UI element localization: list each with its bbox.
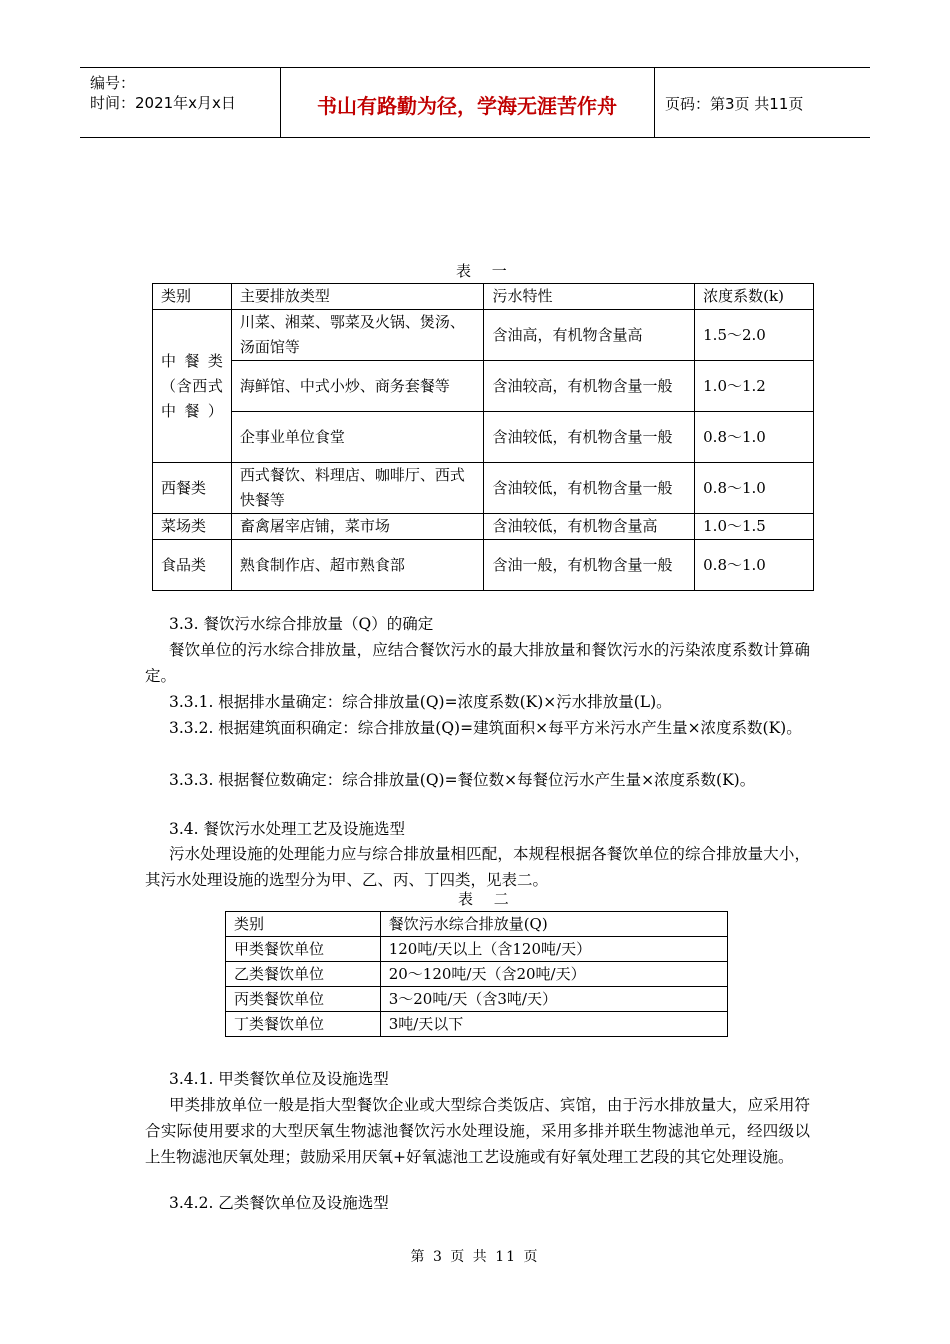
table-header-cell: 餐饮污水综合排放量(Q) bbox=[380, 912, 727, 937]
class-cell: 乙类餐饮单位 bbox=[226, 962, 381, 987]
header-meta-cell bbox=[80, 68, 281, 137]
paragraph: 餐饮单位的污水综合排放量，应结合餐饮污水的最大排放量和餐饮污水的污染浓度系数计算确定。 bbox=[145, 641, 810, 685]
volume-cell: 3～20吨/天（含3吨/天） bbox=[380, 987, 727, 1012]
serial-label: 编号： bbox=[90, 74, 136, 92]
feature-cell: 含油一般，有机物含量一般 bbox=[484, 540, 695, 591]
coefficient-cell: 1.5～2.0 bbox=[695, 310, 814, 361]
paragraph: 3.3.3. 根据餐位数确定：综合排放量(Q)=餐位数×每餐位污水产生量×浓度系数(K)。 bbox=[169, 771, 756, 789]
header-motto-cell bbox=[280, 68, 655, 137]
feature-cell: 含油较低，有机物含量一般 bbox=[484, 463, 695, 514]
class-cell: 甲类餐饮单位 bbox=[226, 937, 381, 962]
type-cell: 川菜、湘菜、鄂菜及火锅、煲汤、汤面馆等 bbox=[231, 310, 484, 361]
table1-caption: 表 一 bbox=[456, 262, 515, 280]
section-heading: 3.3. 餐饮污水综合排放量（Q）的确定 bbox=[169, 615, 434, 633]
category-cell: 食品类 bbox=[153, 540, 232, 591]
coefficient-cell: 1.0～1.2 bbox=[695, 361, 814, 412]
feature-cell: 含油较低，有机物含量高 bbox=[484, 514, 695, 540]
discharge-class-table bbox=[225, 911, 728, 1037]
paragraph: 污水处理设施的处理能力应与综合排放量相匹配，本规程根据各餐饮单位的综合排放量大小，其污水处理设施的选型分为甲、乙、丙、丁四类，见表二。 bbox=[145, 845, 810, 889]
page-header bbox=[80, 67, 870, 138]
table2-caption: 表 二 bbox=[458, 890, 517, 908]
concentration-table bbox=[152, 283, 814, 591]
type-cell: 畜禽屠宰店铺，菜市场 bbox=[231, 514, 484, 540]
feature-cell: 含油较高，有机物含量一般 bbox=[484, 361, 695, 412]
motto-text: 书山有路勤为径，学海无涯苦作舟 bbox=[317, 94, 617, 118]
page-footer: 第 3 页 共 11 页 bbox=[410, 1249, 540, 1265]
table-row bbox=[153, 540, 814, 591]
category-cell: 中餐类（含西式中餐） bbox=[153, 310, 232, 463]
table-row bbox=[226, 987, 728, 1012]
table-header-cell: 污水特性 bbox=[484, 284, 695, 310]
table-header-cell: 类别 bbox=[226, 912, 381, 937]
section-heading: 3.4.1. 甲类餐饮单位及设施选型 bbox=[169, 1070, 389, 1088]
feature-cell: 含油较低，有机物含量一般 bbox=[484, 412, 695, 463]
table-row bbox=[153, 361, 814, 412]
feature-cell: 含油高，有机物含量高 bbox=[484, 310, 695, 361]
type-cell: 海鲜馆、中式小炒、商务套餐等 bbox=[231, 361, 484, 412]
paragraph: 3.3.2. 根据建筑面积确定：综合排放量(Q)=建筑面积×每平方米污水产生量×浓度系数(K)。 bbox=[169, 719, 802, 737]
section-heading: 3.4.2. 乙类餐饮单位及设施选型 bbox=[169, 1194, 389, 1212]
section-heading: 3.4. 餐饮污水处理工艺及设施选型 bbox=[169, 820, 406, 838]
table-header-cell: 类别 bbox=[153, 284, 232, 310]
table-header-cell: 主要排放类型 bbox=[231, 284, 484, 310]
class-cell: 丙类餐饮单位 bbox=[226, 987, 381, 1012]
table-row bbox=[153, 514, 814, 540]
class-cell: 丁类餐饮单位 bbox=[226, 1012, 381, 1037]
header-page-label: 页码：第3页 共11页 bbox=[665, 95, 804, 113]
type-cell: 企事业单位食堂 bbox=[231, 412, 484, 463]
table-row bbox=[226, 962, 728, 987]
header-page-cell bbox=[655, 68, 870, 137]
paragraph: 3.3.1. 根据排水量确定：综合排放量(Q)=浓度系数(K)×污水排放量(L)。 bbox=[169, 693, 672, 711]
category-cell: 西餐类 bbox=[153, 463, 232, 514]
type-cell: 西式餐饮、料理店、咖啡厅、西式快餐等 bbox=[231, 463, 484, 514]
date-label: 时间：2021年x月x日 bbox=[90, 94, 236, 112]
table-header-cell: 浓度系数(k) bbox=[695, 284, 814, 310]
volume-cell: 120吨/天以上（含120吨/天） bbox=[380, 937, 727, 962]
paragraph: 甲类排放单位一般是指大型餐饮企业或大型综合类饭店、宾馆，由于污水排放量大，应采用符合实际使用要求的大型厌氧生物滤池餐饮污水处理设施，采用多排并联生物滤池单元，经四级以上生物滤池厌氧处理；鼓励采用厌氧+好氧滤池工艺设施或有好氧处理工艺段的其它处理设施。 bbox=[145, 1096, 810, 1166]
table-header-row bbox=[226, 912, 728, 937]
table-header-row bbox=[153, 284, 814, 310]
coefficient-cell: 0.8～1.0 bbox=[695, 412, 814, 463]
table-row bbox=[226, 937, 728, 962]
category-cell: 菜场类 bbox=[153, 514, 232, 540]
coefficient-cell: 0.8～1.0 bbox=[695, 463, 814, 514]
table-row bbox=[153, 412, 814, 463]
volume-cell: 20～120吨/天（含20吨/天） bbox=[380, 962, 727, 987]
table-row bbox=[226, 1012, 728, 1037]
coefficient-cell: 1.0～1.5 bbox=[695, 514, 814, 540]
type-cell: 熟食制作店、超市熟食部 bbox=[231, 540, 484, 591]
table-row bbox=[153, 463, 814, 514]
volume-cell: 3吨/天以下 bbox=[380, 1012, 727, 1037]
table-row bbox=[153, 310, 814, 361]
coefficient-cell: 0.8～1.0 bbox=[695, 540, 814, 591]
